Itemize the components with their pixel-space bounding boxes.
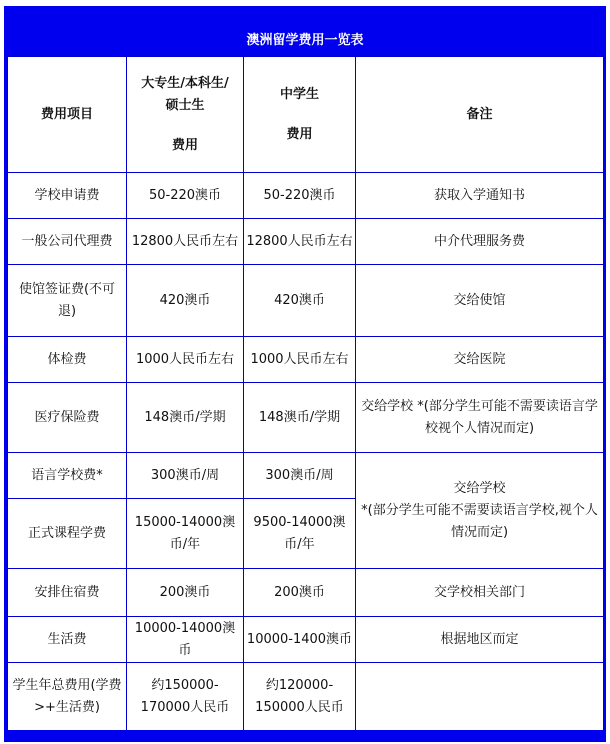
row-college-fee: 420澳币 [127, 265, 244, 337]
table-row [8, 453, 604, 499]
table-row [8, 337, 604, 383]
table-row [8, 617, 604, 663]
row-college-fee: 15000-14000澳币/年 [127, 499, 244, 569]
row-item: 学生年总费用(学费>+生活费) [8, 663, 127, 731]
table-row [8, 663, 604, 731]
row-item: 医疗保险费 [8, 383, 127, 453]
row-item: 安排住宿费 [8, 569, 127, 617]
row-middle-fee: 1000人民币左右 [244, 337, 356, 383]
header-college-line3: 费用 [171, 137, 198, 153]
row-middle-fee: 约120000-150000人民币 [244, 663, 356, 731]
header-middle [244, 57, 356, 173]
row-middle-fee: 200澳币 [244, 569, 356, 617]
row-middle-fee: 12800人民币左右 [244, 219, 356, 265]
row-college-fee: 12800人民币左右 [127, 219, 244, 265]
table-row [8, 173, 604, 219]
row-college-fee: 50-220澳币 [127, 173, 244, 219]
row-note: 根据地区而定 [356, 617, 604, 663]
header-college-line2: 硕士生 [165, 97, 205, 113]
row-note: 交学校相关部门 [356, 569, 604, 617]
bottom-border [4, 730, 606, 742]
row-note-merged: 交给学校 *(部分学生可能不需要读语言学校,视个人情况而定) [356, 453, 604, 569]
row-item: 正式课程学费 [8, 499, 127, 569]
row-college-fee: 148澳币/学期 [127, 383, 244, 453]
header-middle-line1: 中学生 [279, 86, 319, 102]
header-college [127, 57, 244, 173]
row-middle-fee: 50-220澳币 [244, 173, 356, 219]
table-title: 澳洲留学费用一览表 [4, 6, 606, 56]
row-item: 使馆签证费(不可退) [8, 265, 127, 337]
table-row [8, 219, 604, 265]
row-note: 中介代理服务费 [356, 219, 604, 265]
row-note [356, 663, 604, 731]
header-item: 费用项目 [8, 57, 127, 173]
row-item: 生活费 [8, 617, 127, 663]
table-row [8, 383, 604, 453]
row-note: 交给学校 *(部分学生可能不需要读语言学校视个人情况而定) [356, 383, 604, 453]
table-header-row [8, 57, 604, 173]
header-middle-line2: 费用 [286, 126, 313, 142]
row-middle-fee: 9500-14000澳币/年 [244, 499, 356, 569]
row-middle-fee: 420澳币 [244, 265, 356, 337]
row-middle-fee: 10000-1400澳币 [244, 617, 356, 663]
table-row [8, 569, 604, 617]
header-note: 备注 [356, 57, 604, 173]
header-college-line1: 大专生/本科生/ [141, 75, 229, 91]
row-note: 交给医院 [356, 337, 604, 383]
row-college-fee: 10000-14000澳币 [127, 617, 244, 663]
row-college-fee: 1000人民币左右 [127, 337, 244, 383]
row-note: 交给使馆 [356, 265, 604, 337]
row-note: 获取入学通知书 [356, 173, 604, 219]
row-middle-fee: 300澳币/周 [244, 453, 356, 499]
row-item: 体检费 [8, 337, 127, 383]
fee-table [7, 56, 604, 731]
row-college-fee: 约150000-170000人民币 [127, 663, 244, 731]
row-item: 学校申请费 [8, 173, 127, 219]
row-item: 语言学校费* [8, 453, 127, 499]
row-college-fee: 200澳币 [127, 569, 244, 617]
row-item: 一般公司代理费 [8, 219, 127, 265]
row-college-fee: 300澳币/周 [127, 453, 244, 499]
row-middle-fee: 148澳币/学期 [244, 383, 356, 453]
table-row [8, 265, 604, 337]
